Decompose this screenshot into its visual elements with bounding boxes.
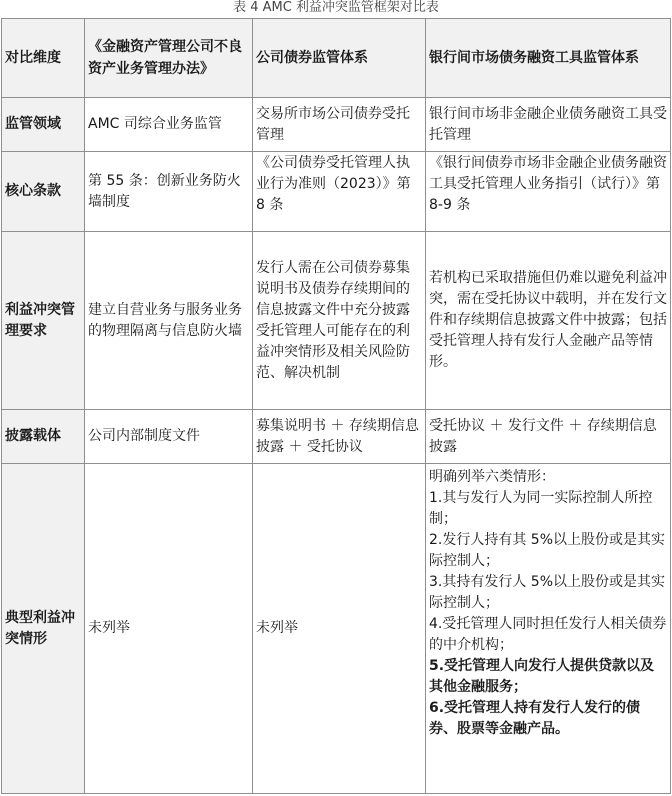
header-amc-rules: 《金融资产管理公司不良资产业务管理办法》 <box>85 19 253 98</box>
cell-interbank: 银行间市场非金融企业债务融资工具受托管理 <box>426 98 671 152</box>
cell-amc: 第 55 条：创新业务防火墙制度 <box>85 152 253 232</box>
conflict-case-item: 1.其与发行人为同一实际控制人所控制； <box>429 490 653 527</box>
header-interbank: 银行间市场债务融资工具监管体系 <box>426 19 671 98</box>
cell-corporate-bond: 交易所市场公司债券受托管理 <box>253 98 426 152</box>
table-caption: 表 4 AMC 利益冲突监管框架对比表 <box>233 0 439 15</box>
conflict-case-item: 3.其持有发行人 5%以上股份或是其实际控制人； <box>429 574 666 611</box>
table-row-core-clauses <box>2 152 671 232</box>
comparison-table <box>1 18 671 794</box>
cell-interbank: 若机构已采取措施但仍难以避免利益冲突，需在受托协议中载明，并在发行文件和存续期信息披露文件中披露；包括受托管理人持有发行人金融产品等情形。 <box>426 232 671 410</box>
cell-corporate-bond: 发行人需在公司债券募集说明书及债券存续期间的信息披露文件中充分披露受托管理人可能存在的利益冲突情形及相关风险防范、解决机制 <box>253 232 426 410</box>
cell-interbank: 《银行间债券市场非金融企业债务融资工具受托管理人业务指引（试行）》第 8-9 条 <box>426 152 671 232</box>
cell-amc: 建立自营业务与服务业务的物理隔离与信息防火墙 <box>85 232 253 410</box>
conflict-case-item: 2.发行人持有其 5%以上股份或是其实际控制人； <box>429 532 666 569</box>
conflict-case-item: 4.受托管理人同时担任发行人相关债券的中介机构； <box>429 616 667 653</box>
row-label: 典型利益冲突情形 <box>2 464 85 794</box>
cell-interbank: 受托协议 ＋ 发行文件 ＋ 存续期信息披露 <box>426 410 671 464</box>
table-row-disclosure-carrier <box>2 410 671 464</box>
conflict-case-item-bold: 5.受托管理人向发行人提供贷款以及其他金融服务； <box>429 658 655 695</box>
cell-corporate-bond: 未列举 <box>253 464 426 794</box>
cell-amc: 未列举 <box>85 464 253 794</box>
header-row <box>2 19 671 98</box>
row-label: 核心条款 <box>2 152 85 232</box>
cell-amc: 公司内部制度文件 <box>85 410 253 464</box>
cell-corporate-bond: 《公司债券受托管理人执业行为准则（2023）》第 8 条 <box>253 152 426 232</box>
cell-corporate-bond: 募集说明书 ＋ 存续期信息披露 ＋ 受托协议 <box>253 410 426 464</box>
cell-amc: AMC 司综合业务监管 <box>85 98 253 152</box>
table-row-regulatory-field <box>2 98 671 152</box>
row-label: 利益冲突管理要求 <box>2 232 85 410</box>
header-dimension: 对比维度 <box>2 19 85 98</box>
cell-interbank-cases <box>426 464 671 794</box>
conflict-case-item-bold: 6.受托管理人持有发行人发行的债券、股票等金融产品。 <box>429 700 641 737</box>
row-label: 披露载体 <box>2 410 85 464</box>
table-row-typical-conflicts <box>2 464 671 794</box>
cases-intro: 明确列举六类情形： <box>429 469 555 485</box>
row-label: 监管领域 <box>2 98 85 152</box>
header-corporate-bond: 公司债券监管体系 <box>253 19 426 98</box>
table-row-conflict-management <box>2 232 671 410</box>
conflict-case-list <box>429 488 667 740</box>
